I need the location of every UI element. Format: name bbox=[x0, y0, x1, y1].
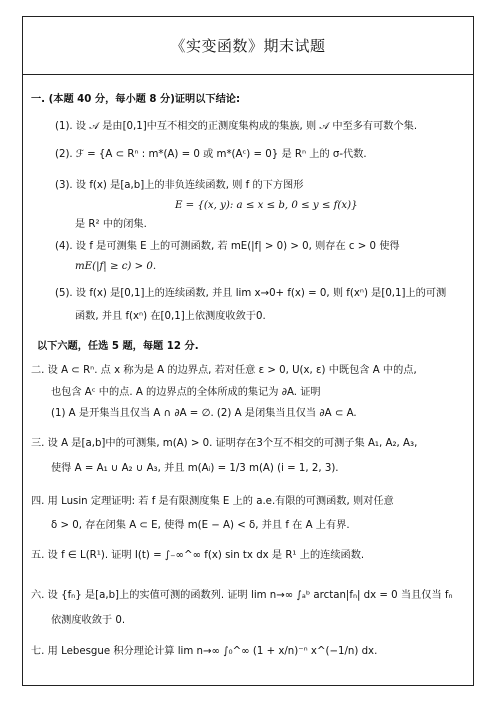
q2-line3: (1) A 是开集当且仅当 A ∩ ∂A = ∅. (2) A 是闭集当且仅当 ∂A ⊂ A. bbox=[51, 408, 357, 419]
choose-note: 以下六题，任选 5 题，每题 12 分. bbox=[37, 341, 199, 352]
exam-frame bbox=[22, 16, 474, 686]
q3-line2: 使得 A = A₁ ∪ A₂ ∪ A₃, 并且 m(Aᵢ) = 1/3 m(A) (i = 1, 2, 3). bbox=[51, 463, 339, 474]
title-row bbox=[23, 17, 473, 75]
q6-line2: 依测度收敛于 0. bbox=[51, 615, 126, 626]
q3-line1: 三. 设 A 是[a,b]中的可测集, m(A) > 0. 证明存在3个互不相交的可测子集 A₁, A₂, A₃, bbox=[31, 438, 418, 449]
q2-line2: 也包含 Aᶜ 中的点. A 的边界点的全体所成的集记为 ∂A. 证明 bbox=[51, 387, 321, 398]
q6-line1: 六. 设 {fₙ} 是[a,b]上的实值可测的函数列. 证明 lim n→∞ ∫ₐᵇ arctan|fₙ| dx = 0 当且仅当 fₙ bbox=[31, 590, 453, 601]
section1-q4-line2: mE(|f| ≥ c) > 0. bbox=[75, 261, 157, 272]
q4-line2: δ > 0, 存在闭集 A ⊂ E, 使得 m(E − A) < δ, 并且 f 在 A 上有界. bbox=[51, 520, 350, 531]
section1-q3-line1: (3). 设 f(x) 是[a,b]上的非负连续函数, 则 f 的下方图形 bbox=[55, 180, 304, 191]
section1-q5-line2: 函数, 并且 f(xⁿ) 在[0,1]上依测度收敛于0. bbox=[75, 311, 266, 322]
section1-q2: (2). ℱ = {A ⊂ Rⁿ : m*(A) = 0 或 m*(Aᶜ) = 0} 是 Rⁿ 上的 σ-代数. bbox=[55, 149, 367, 160]
section1-q5-line1: (5). 设 f(x) 是[0,1]上的连续函数, 并且 lim x→0+ f(x) = 0, 则 f(xⁿ) 是[0,1]上的可测 bbox=[55, 288, 447, 299]
section1-q3-line2: E = {(x, y): a ≤ x ≤ b, 0 ≤ y ≤ f(x)} bbox=[175, 200, 358, 211]
section1-q4-line1: (4). 设 f 是可测集 E 上的可测函数, 若 mE(|f| > 0) > 0, 则存在 c > 0 使得 bbox=[55, 241, 400, 252]
section1-header: 一. (本题 40 分，每小题 8 分)证明以下结论: bbox=[31, 94, 241, 105]
q4-line1: 四. 用 Lusin 定理证明: 若 f 是有限测度集 E 上的 a.e.有限的可测函数, 则对任意 bbox=[31, 496, 394, 507]
page-title: 《实变函数》期末试题 bbox=[170, 37, 326, 55]
section1-q1: (1). 设 𝒜 是由[0,1]中互不相交的正测度集构成的集族, 则 𝒜 中至多有可数个集. bbox=[55, 121, 418, 132]
q7-line1: 七. 用 Lebesgue 积分理论计算 lim n→∞ ∫₀^∞ (1 + x/n)⁻ⁿ x^(−1/n) dx. bbox=[31, 646, 378, 657]
q5-line1: 五. 设 f ∈ L(R¹). 证明 I(t) = ∫₋∞^∞ f(x) sin tx dx 是 R¹ 上的连续函数. bbox=[31, 550, 365, 561]
q2-line1: 二. 设 A ⊂ Rⁿ. 点 x 称为是 A 的边界点, 若对任意 ε > 0, U(x, ε) 中既包含 A 中的点, bbox=[31, 365, 417, 376]
section1-q3-line3: 是 R² 中的闭集. bbox=[75, 219, 147, 230]
